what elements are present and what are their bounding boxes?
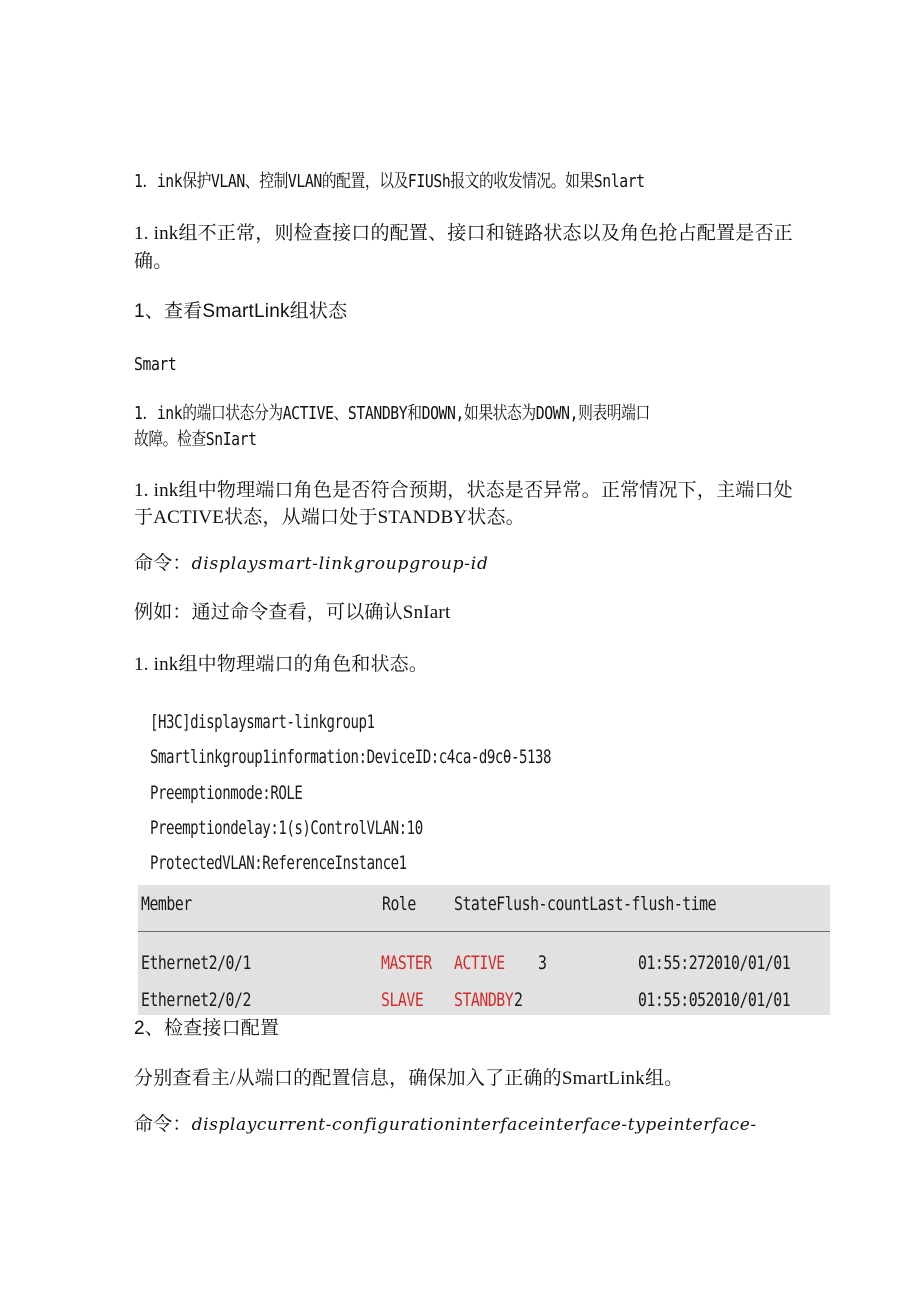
paragraph-check-line-2: 确。 xyxy=(134,251,173,272)
paragraph-port-state-line-1: 1．ink的端口状态分为ACTIVE、STANDBY和DOWN,如果状态为DOWN,则表明端口 xyxy=(134,403,650,424)
paragraph-interface-config: 分别查看主/从端口的配置信息，确保加入了正确的SmartLink组。 xyxy=(134,1068,684,1089)
command-line-1 xyxy=(134,552,489,576)
section-heading-smartlink-status: 1、查看SmartLink组状态 xyxy=(134,301,348,322)
paragraph-role-check-line-1: 1. ink组中物理端口角色是否符合预期，状态是否异常。正常情况下，主端口处 xyxy=(134,480,793,501)
command-text: displaysmart-linkgroupgroup-id xyxy=(191,554,489,574)
paragraph-example-continued: 1. ink组中物理端口的角色和状态。 xyxy=(134,654,429,675)
code-line: Preemptiondelay:1(s)ControlVLAN:10 xyxy=(150,817,423,839)
code-line: ProtectedVLAN:ReferenceInstance1 xyxy=(150,852,407,874)
paragraph-example: 例如：通过命令查看，可以确认SnIart xyxy=(134,602,451,623)
paragraph-smart: Smart xyxy=(134,354,177,375)
paragraph-port-state-line-2: 故障。检查SnIart xyxy=(134,429,257,450)
paragraph-intro-line: 1．ink保护VLAN、控制VLAN的配置，以及FIUSh报文的收发情况。如果Snlart xyxy=(134,171,645,192)
table-cell-state: STANDBY xyxy=(454,989,514,1011)
status-table-header-divider xyxy=(138,931,830,932)
table-header-role: Role xyxy=(382,893,416,915)
table-cell-member: Ethernet2/0/2 xyxy=(141,989,251,1011)
table-cell-role: SLAVE xyxy=(381,989,424,1011)
table-header-state-flush: StateFlush-countLast-flush-time xyxy=(454,893,717,915)
table-cell-last-flush-time: 01:55:052010/01/01 xyxy=(638,989,791,1011)
code-line: Preemptionmode:ROLE xyxy=(150,782,303,804)
command-label: 命令： xyxy=(134,553,192,574)
command-text: displaycurrent-configurationinterfaceinterface-typeinterface- xyxy=(191,1115,757,1135)
command-line-2 xyxy=(134,1113,757,1137)
table-cell-role: MASTER xyxy=(381,952,432,974)
paragraph-role-check-line-2: 于ACTIVE状态，从端口处于STANDBY状态。 xyxy=(134,507,525,528)
command-label: 命令： xyxy=(134,1114,192,1135)
table-cell-flush-count: 2 xyxy=(514,989,523,1011)
table-cell-member: Ethernet2/0/1 xyxy=(141,952,251,974)
code-line: [H3C]displaysmart-linkgroup1 xyxy=(150,711,375,733)
table-cell-last-flush-time: 01:55:272010/01/01 xyxy=(638,952,791,974)
table-cell-flush-count: 3 xyxy=(538,952,547,974)
code-line: Smartlinkgroup1information:DeviceID:c4ca-d9cθ-5138 xyxy=(150,746,552,768)
table-header-member: Member xyxy=(141,893,192,915)
section-heading-interface-config: 2、检查接口配置 xyxy=(134,1018,280,1039)
table-cell-state: ACTIVE xyxy=(454,952,505,974)
paragraph-check-line-1: 1. ink组不正常，则检查接口的配置、接口和链路状态以及角色抢占配置是否正 xyxy=(134,223,793,244)
